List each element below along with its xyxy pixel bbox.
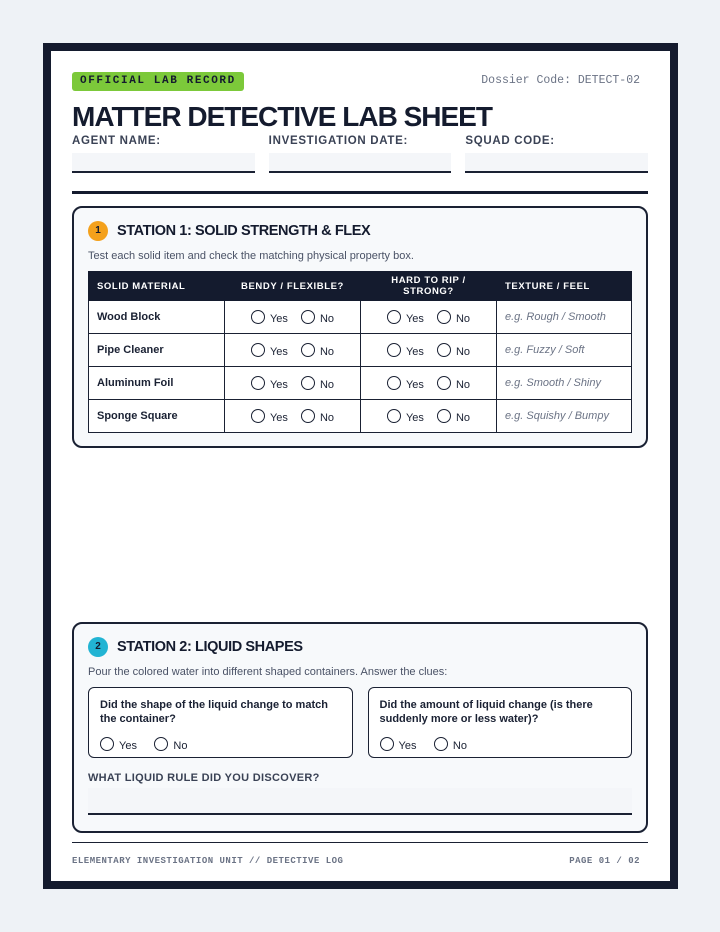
station-1-header — [88, 221, 370, 241]
question-card-shape — [88, 687, 353, 758]
material-name: Aluminum Foil — [89, 367, 225, 400]
no-label: No — [319, 345, 335, 358]
texture-input[interactable]: e.g. Rough / Smooth — [497, 301, 632, 334]
table-row — [89, 301, 632, 334]
squad-code-input[interactable] — [465, 153, 648, 173]
shape-yes-option[interactable] — [100, 737, 137, 752]
no-label: No — [319, 378, 335, 391]
liquid-rule-label: WHAT LIQUID RULE DID YOU DISCOVER? — [88, 772, 320, 784]
strong-yes-option[interactable] — [387, 409, 424, 424]
dossier-code: Dossier Code: DETECT-02 — [481, 74, 640, 87]
radio-icon[interactable] — [437, 310, 451, 324]
yes-label: Yes — [269, 378, 288, 391]
yes-label: Yes — [398, 740, 417, 752]
official-record-badge: OFFICIAL LAB RECORD — [72, 72, 244, 91]
strong-options — [361, 301, 497, 334]
no-label: No — [455, 345, 471, 358]
radio-icon[interactable] — [301, 310, 315, 324]
squad-code-field-group — [465, 135, 648, 173]
radio-icon[interactable] — [301, 343, 315, 357]
radio-icon[interactable] — [387, 343, 401, 357]
amount-yes-option[interactable] — [380, 737, 417, 752]
radio-icon[interactable] — [301, 376, 315, 390]
table-header-row — [89, 272, 632, 301]
yes-label: Yes — [269, 312, 288, 325]
radio-icon[interactable] — [251, 310, 265, 324]
question-options — [380, 736, 621, 754]
bendy-yes-option[interactable] — [251, 310, 288, 325]
radio-icon[interactable] — [154, 737, 168, 751]
material-name: Wood Block — [89, 301, 225, 334]
investigation-date-label: INVESTIGATION DATE: — [268, 135, 409, 147]
page-number: PAGE 01 / 02 — [569, 856, 640, 866]
radio-icon[interactable] — [387, 409, 401, 423]
agent-name-input[interactable] — [72, 153, 255, 173]
radio-icon[interactable] — [100, 737, 114, 751]
bendy-options — [225, 334, 361, 367]
yes-label: Yes — [269, 411, 288, 424]
bendy-yes-option[interactable] — [251, 343, 288, 358]
material-name: Sponge Square — [89, 400, 225, 433]
footer-unit-label: ELEMENTARY INVESTIGATION UNIT // DETECTIVE LOG — [72, 856, 344, 866]
yes-label: Yes — [269, 345, 288, 358]
radio-icon[interactable] — [387, 376, 401, 390]
column-header-bendy: BENDY / FLEXIBLE? — [225, 272, 361, 301]
table-row — [89, 367, 632, 400]
radio-icon[interactable] — [387, 310, 401, 324]
strong-no-option[interactable] — [437, 310, 470, 325]
strong-yes-option[interactable] — [387, 310, 424, 325]
no-label: No — [319, 411, 335, 424]
radio-icon[interactable] — [251, 343, 265, 357]
table-row — [89, 400, 632, 433]
texture-input[interactable]: e.g. Squishy / Bumpy — [497, 400, 632, 433]
bendy-yes-option[interactable] — [251, 409, 288, 424]
no-label: No — [319, 312, 335, 325]
bendy-options — [225, 367, 361, 400]
yes-label: Yes — [405, 378, 424, 391]
lab-sheet-page — [51, 51, 670, 881]
material-name: Pipe Cleaner — [89, 334, 225, 367]
station-1-number-badge: 1 — [88, 221, 108, 241]
question-card-amount — [368, 687, 633, 758]
amount-no-option[interactable] — [434, 737, 467, 752]
question-text: Did the shape of the liquid change to match the container? — [100, 699, 328, 725]
texture-input[interactable]: e.g. Fuzzy / Soft — [497, 334, 632, 367]
strong-options — [361, 367, 497, 400]
shape-no-option[interactable] — [154, 737, 187, 752]
radio-icon[interactable] — [380, 737, 394, 751]
no-label: No — [455, 411, 471, 424]
squad-code-label: SQUAD CODE: — [465, 135, 555, 147]
station-2-section — [72, 622, 648, 833]
investigation-date-field-group — [269, 135, 452, 173]
radio-icon[interactable] — [301, 409, 315, 423]
column-header-strong: HARD TO RIP / STRONG? — [361, 272, 497, 301]
radio-icon[interactable] — [437, 376, 451, 390]
question-text: Did the amount of liquid change (is there suddenly more or less water)? — [379, 699, 593, 725]
station-2-title: STATION 2: LIQUID SHAPES — [117, 639, 303, 655]
texture-input[interactable]: e.g. Smooth / Shiny — [497, 367, 632, 400]
strong-no-option[interactable] — [437, 343, 470, 358]
question-cards — [88, 687, 632, 758]
column-header-texture: TEXTURE / FEEL — [497, 272, 632, 301]
page-frame — [43, 43, 678, 889]
liquid-rule-input[interactable] — [88, 788, 632, 815]
station-2-header — [88, 637, 303, 657]
strong-yes-option[interactable] — [387, 376, 424, 391]
agent-fields — [72, 135, 648, 173]
investigation-date-input[interactable] — [269, 153, 452, 173]
no-label: No — [455, 378, 471, 391]
page-title: MATTER DETECTIVE LAB SHEET — [72, 101, 492, 132]
station-2-number-badge: 2 — [88, 637, 108, 657]
bendy-options — [225, 301, 361, 334]
footer-divider — [72, 842, 648, 843]
station-1-title: STATION 1: SOLID STRENGTH & FLEX — [117, 223, 371, 239]
agent-name-field-group — [72, 135, 255, 173]
strong-no-option[interactable] — [437, 376, 470, 391]
no-label: No — [173, 740, 188, 752]
radio-icon[interactable] — [437, 409, 451, 423]
strong-options — [361, 400, 497, 433]
radio-icon[interactable] — [251, 376, 265, 390]
radio-icon[interactable] — [434, 737, 448, 751]
header-divider — [72, 191, 648, 194]
column-header-material: SOLID MATERIAL — [89, 272, 225, 301]
strong-no-option[interactable] — [437, 409, 470, 424]
no-label: No — [455, 312, 471, 325]
no-label: No — [452, 740, 467, 752]
radio-icon[interactable] — [251, 409, 265, 423]
yes-label: Yes — [405, 411, 424, 424]
yes-label: Yes — [405, 345, 424, 358]
yes-label: Yes — [119, 740, 137, 752]
table-row — [89, 334, 632, 367]
bendy-options — [225, 400, 361, 433]
strong-options — [361, 334, 497, 367]
station-2-description: Pour the colored water into different shaped containers. Answer the clues: — [88, 666, 448, 678]
bendy-no-option[interactable] — [301, 343, 334, 358]
bendy-yes-option[interactable] — [251, 376, 288, 391]
solid-properties-table — [88, 271, 632, 433]
bendy-no-option[interactable] — [301, 409, 334, 424]
radio-icon[interactable] — [437, 343, 451, 357]
yes-label: Yes — [405, 312, 424, 325]
station-1-description: Test each solid item and check the matching physical property box. — [88, 250, 414, 262]
question-options — [100, 736, 341, 754]
strong-yes-option[interactable] — [387, 343, 424, 358]
bendy-no-option[interactable] — [301, 310, 334, 325]
bendy-no-option[interactable] — [301, 376, 334, 391]
agent-name-label: AGENT NAME: — [72, 135, 161, 147]
station-1-section — [72, 206, 648, 448]
